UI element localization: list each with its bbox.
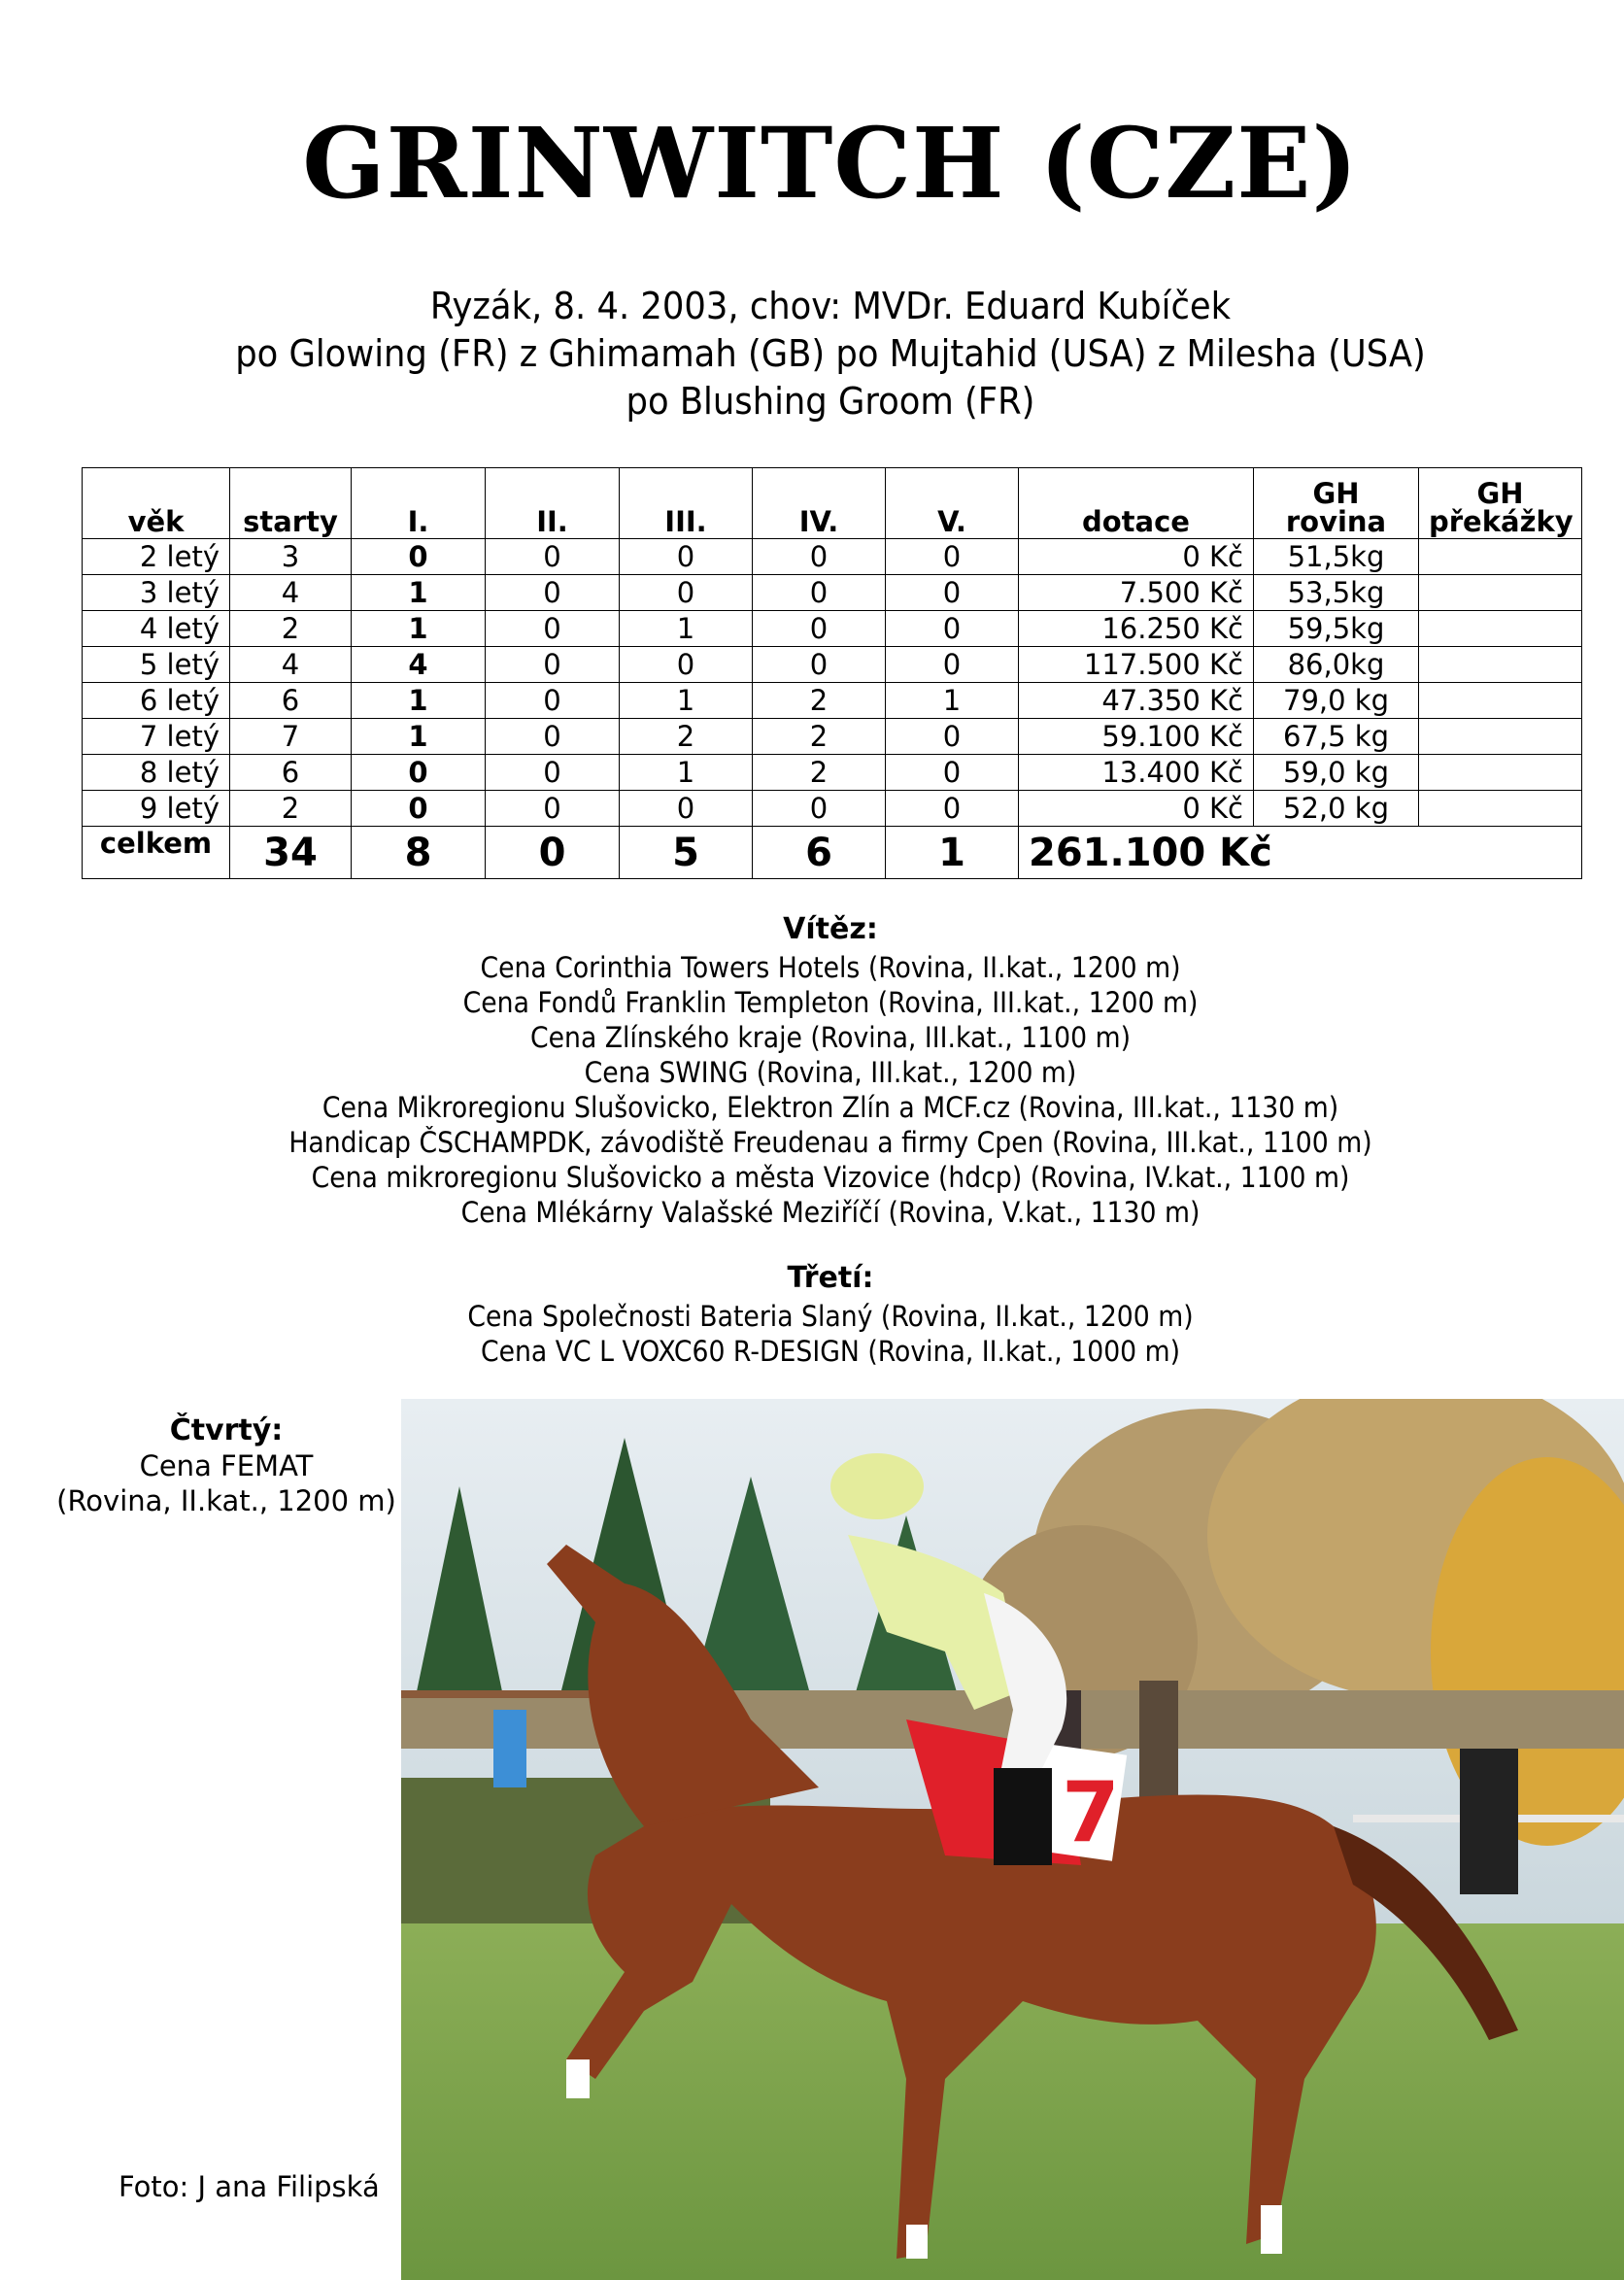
cell-p2: 0	[486, 683, 620, 719]
winner-race-list	[0, 950, 1624, 1230]
header-prize: dotace	[1019, 468, 1254, 539]
table-header-row	[83, 468, 1582, 539]
cell-p5: 1	[886, 683, 1019, 719]
cell-prize: 47.350 Kč	[1019, 683, 1254, 719]
cell-prize: 59.100 Kč	[1019, 719, 1254, 755]
pedigree-line-1: po Glowing (FR) z Ghimamah (GB) po Mujtahid (USA) z Milesha (USA)	[235, 332, 1426, 375]
total-p3: 5	[620, 827, 753, 879]
list-item: Cena Mikroregionu Slušovicko, Elektron Zlín a MCF.cz (Rovina, III.kat., 1130 m)	[321, 1091, 1339, 1124]
cell-p1: 1	[352, 575, 486, 611]
cell-p2: 0	[486, 575, 620, 611]
table-row	[83, 575, 1582, 611]
race-statistics-table	[82, 467, 1582, 879]
list-item: Cena Mlékárny Valašské Meziříčí (Rovina, V.kat., 1130 m)	[460, 1196, 1201, 1229]
cell-starts: 4	[230, 647, 352, 683]
horse-photo	[401, 1399, 1624, 2280]
cell-age: 4 letý	[83, 611, 230, 647]
total-p1: 8	[352, 827, 486, 879]
cell-starts: 6	[230, 683, 352, 719]
list-item: Cena Fondů Franklin Templeton (Rovina, III.kat., 1200 m)	[462, 986, 1199, 1019]
cell-gh-flat: 67,5 kg	[1254, 719, 1419, 755]
cell-p4: 0	[753, 791, 886, 827]
list-item: Cena Corinthia Towers Hotels (Rovina, II.kat., 1200 m)	[480, 951, 1181, 984]
header-first: I.	[352, 468, 486, 539]
cell-starts: 2	[230, 611, 352, 647]
cell-gh-flat: 51,5kg	[1254, 539, 1419, 575]
cell-p3: 1	[620, 755, 753, 791]
third-race-list	[0, 1299, 1624, 1369]
cell-prize: 13.400 Kč	[1019, 755, 1254, 791]
cell-starts: 6	[230, 755, 352, 791]
header-gh-jump: GH překážky	[1419, 468, 1582, 539]
list-item: Cena SWING (Rovina, III.kat., 1200 m)	[584, 1056, 1077, 1089]
cell-gh-flat: 52,0 kg	[1254, 791, 1419, 827]
header-age: věk	[83, 468, 230, 539]
total-p2: 0	[486, 827, 620, 879]
cell-p5: 0	[886, 539, 1019, 575]
cell-p3: 0	[620, 575, 753, 611]
cell-p4: 0	[753, 647, 886, 683]
total-p5: 1	[886, 827, 1019, 879]
cell-p3: 0	[620, 539, 753, 575]
fourth-race-details: (Rovina, II.kat., 1200 m)	[56, 1484, 396, 1517]
cell-gh-flat: 79,0 kg	[1254, 683, 1419, 719]
list-item: Handicap ČSCHAMPDK, závodiště Freudenau a firmy Cpen (Rovina, III.kat., 1100 m)	[288, 1126, 1372, 1159]
header-second: II.	[486, 468, 620, 539]
table-row	[83, 647, 1582, 683]
page-title: GRINWITCH (CZE)	[302, 106, 1359, 221]
cell-prize: 117.500 Kč	[1019, 647, 1254, 683]
cell-p3: 0	[620, 791, 753, 827]
header-fourth: IV.	[753, 468, 886, 539]
cell-p3: 1	[620, 683, 753, 719]
cell-p5: 0	[886, 791, 1019, 827]
total-prize: 261.100 Kč	[1019, 827, 1582, 879]
table-row	[83, 611, 1582, 647]
table-row	[83, 539, 1582, 575]
cell-gh-jump	[1419, 575, 1582, 611]
cell-gh-jump	[1419, 719, 1582, 755]
cell-starts: 7	[230, 719, 352, 755]
cell-p1: 0	[352, 791, 486, 827]
saddle-number: 7	[1062, 1764, 1120, 1861]
cell-p3: 0	[620, 647, 753, 683]
horse-photo-illustration	[401, 1399, 1624, 2280]
cell-prize: 7.500 Kč	[1019, 575, 1254, 611]
cell-p2: 0	[486, 719, 620, 755]
total-row	[83, 827, 1582, 879]
table-row	[83, 755, 1582, 791]
cell-p4: 2	[753, 755, 886, 791]
cell-p5: 0	[886, 755, 1019, 791]
cell-p4: 0	[753, 611, 886, 647]
cell-p5: 0	[886, 611, 1019, 647]
cell-gh-jump	[1419, 755, 1582, 791]
cell-p3: 1	[620, 611, 753, 647]
cell-gh-flat: 59,5kg	[1254, 611, 1419, 647]
cell-p2: 0	[486, 647, 620, 683]
photo-credit: Foto: J ana Filipská	[118, 2170, 380, 2203]
cell-p2: 0	[486, 611, 620, 647]
winner-heading: Vítěz:	[783, 912, 878, 946]
header-fifth: V.	[886, 468, 1019, 539]
cell-p5: 0	[886, 575, 1019, 611]
cell-p5: 0	[886, 719, 1019, 755]
cell-gh-jump	[1419, 611, 1582, 647]
cell-p1: 1	[352, 683, 486, 719]
cell-p5: 0	[886, 647, 1019, 683]
cell-p1: 0	[352, 755, 486, 791]
cell-gh-jump	[1419, 683, 1582, 719]
fourth-heading: Čtvrtý:	[169, 1413, 284, 1447]
cell-gh-jump	[1419, 647, 1582, 683]
list-item: Cena VC L VOXC60 R-DESIGN (Rovina, II.kat., 1000 m)	[480, 1335, 1181, 1368]
cell-p1: 4	[352, 647, 486, 683]
cell-age: 6 letý	[83, 683, 230, 719]
cell-p2: 0	[486, 791, 620, 827]
fourth-race-name: Cena FEMAT	[139, 1449, 314, 1482]
cell-age: 2 letý	[83, 539, 230, 575]
cell-p3: 2	[620, 719, 753, 755]
cell-prize: 16.250 Kč	[1019, 611, 1254, 647]
cell-prize: 0 Kč	[1019, 791, 1254, 827]
total-p4: 6	[753, 827, 886, 879]
fourth-place-block	[56, 1413, 396, 1518]
third-heading: Třetí:	[787, 1261, 874, 1295]
header-gh-flat: GH rovina	[1254, 468, 1419, 539]
cell-age: 8 letý	[83, 755, 230, 791]
total-label: celkem	[83, 827, 230, 879]
cell-p1: 0	[352, 539, 486, 575]
cell-p2: 0	[486, 539, 620, 575]
cell-starts: 2	[230, 791, 352, 827]
cell-p1: 1	[352, 719, 486, 755]
cell-p4: 0	[753, 575, 886, 611]
cell-gh-jump	[1419, 791, 1582, 827]
table-row	[83, 683, 1582, 719]
cell-age: 3 letý	[83, 575, 230, 611]
cell-starts: 3	[230, 539, 352, 575]
cell-p4: 2	[753, 683, 886, 719]
list-item: Cena mikroregionu Slušovicko a města Vizovice (hdcp) (Rovina, IV.kat., 1100 m)	[311, 1161, 1350, 1194]
cell-p1: 1	[352, 611, 486, 647]
cell-age: 7 letý	[83, 719, 230, 755]
cell-p4: 2	[753, 719, 886, 755]
cell-p4: 0	[753, 539, 886, 575]
cell-prize: 0 Kč	[1019, 539, 1254, 575]
table-row	[83, 719, 1582, 755]
cell-age: 5 letý	[83, 647, 230, 683]
list-item: Cena Zlínského kraje (Rovina, III.kat., 1100 m)	[529, 1021, 1131, 1054]
cell-gh-flat: 59,0 kg	[1254, 755, 1419, 791]
header-starts: starty	[230, 468, 352, 539]
pedigree-line-2: po Blushing Groom (FR)	[626, 380, 1035, 423]
header-third: III.	[620, 468, 753, 539]
table-row	[83, 791, 1582, 827]
total-starts: 34	[230, 827, 352, 879]
list-item: Cena Společnosti Bateria Slaný (Rovina, II.kat., 1200 m)	[467, 1300, 1194, 1333]
cell-gh-flat: 53,5kg	[1254, 575, 1419, 611]
cell-p2: 0	[486, 755, 620, 791]
cell-starts: 4	[230, 575, 352, 611]
cell-gh-flat: 86,0kg	[1254, 647, 1419, 683]
cell-age: 9 letý	[83, 791, 230, 827]
horse-info-line-1: Ryzák, 8. 4. 2003, chov: MVDr. Eduard Kubíček	[429, 285, 1232, 327]
cell-gh-jump	[1419, 539, 1582, 575]
